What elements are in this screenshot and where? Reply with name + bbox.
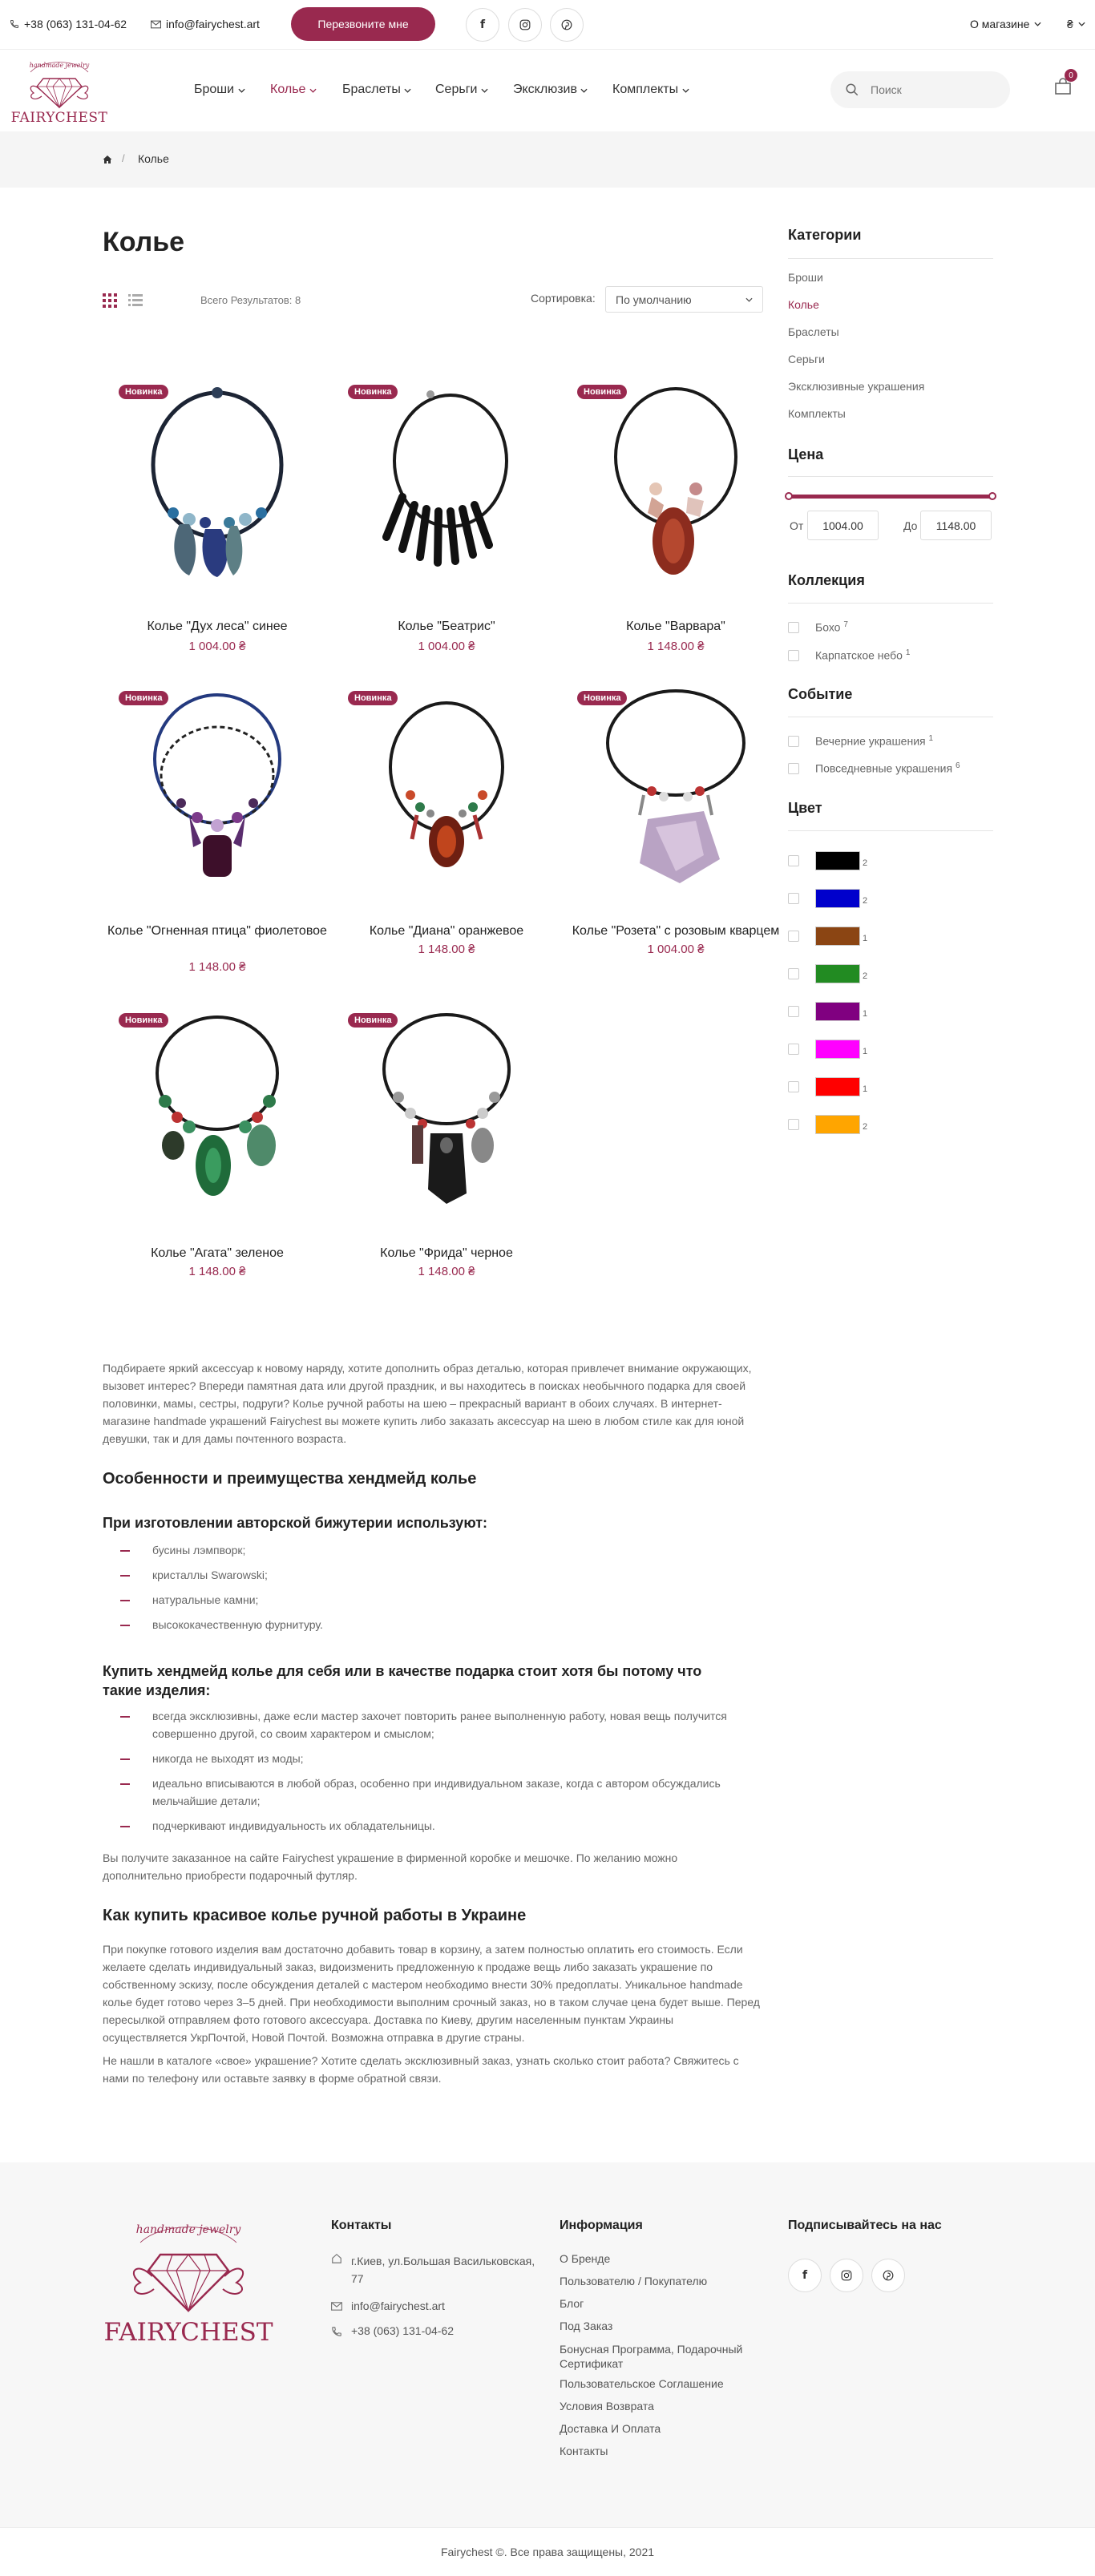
phone-icon (10, 19, 19, 29)
list-item-text: всегда эксклюзивны, даже если мастер захочет повторить ранее выполненную работу, новая вещь получится совершенно другой, со своим характером и смыслом; (152, 1710, 727, 1740)
cart-count-badge: 0 (1065, 69, 1077, 82)
nav-item-komplekty[interactable] (612, 83, 689, 97)
currency-dropdown[interactable] (1067, 18, 1085, 30)
pinterest-icon[interactable] (550, 8, 584, 42)
nav-label: Броши (194, 83, 235, 96)
color-swatch-green[interactable] (815, 964, 860, 983)
color-checkbox[interactable] (788, 1081, 799, 1092)
mail-icon (151, 20, 161, 29)
currency-label: ₴ (1067, 18, 1073, 30)
product-name[interactable]: Колье "Дух леса" синее (147, 620, 288, 633)
nav-label: Эксклюзив (513, 83, 577, 96)
collection-count: 1 (905, 648, 911, 657)
main-header (0, 50, 1095, 131)
social-title: Подписывайтесь на нас (788, 2219, 942, 2232)
list-dash (120, 1783, 130, 1785)
chevron-down-icon (745, 297, 753, 302)
price-to-input[interactable]: 1148.00 (920, 511, 992, 540)
list-dash (120, 1600, 130, 1601)
color-checkbox[interactable] (788, 1119, 799, 1130)
article-heading: Как купить красивое колье ручной работы в Украине (103, 1907, 527, 1924)
product-image[interactable] (125, 1005, 309, 1205)
product-card[interactable] (332, 1005, 561, 1294)
footer-phone[interactable]: +38 (063) 131-04-62 (351, 2324, 455, 2337)
chevron-down-icon (238, 88, 245, 93)
svg-text:handmade jewelry: handmade jewelry (29, 62, 90, 69)
svg-text:handmade jewelry: handmade jewelry (135, 2223, 241, 2236)
category-link[interactable]: Браслеты (788, 325, 839, 338)
divider (788, 258, 993, 259)
event-label[interactable] (815, 761, 960, 775)
product-card[interactable] (561, 377, 790, 657)
product-name[interactable]: Колье "Фрида" черное (380, 1246, 513, 1260)
color-swatch-brown[interactable] (815, 927, 860, 946)
product-card[interactable] (332, 377, 561, 657)
color-checkbox[interactable] (788, 855, 799, 866)
breadcrumb-separator: / (122, 152, 125, 164)
price-slider-handle-min[interactable] (785, 492, 793, 500)
product-name[interactable]: Колье "Огненная птица" фиолетовое (107, 924, 327, 938)
event-label[interactable] (815, 734, 933, 748)
event-name: Вечерние украшения (815, 734, 926, 748)
footer-link[interactable]: О Бренде (560, 2252, 611, 2265)
price-slider-track[interactable] (788, 495, 993, 499)
search-box[interactable] (830, 71, 1010, 108)
footer-link[interactable]: Под Заказ (560, 2320, 613, 2332)
top-phone[interactable] (10, 18, 127, 30)
sort-select[interactable] (605, 286, 763, 313)
category-link-active[interactable]: Колье (788, 298, 819, 311)
breadcrumb (0, 131, 1095, 188)
cart-button[interactable] (1053, 71, 1074, 98)
price-from-input[interactable]: 1004.00 (807, 511, 879, 540)
article-heading: Особенности и преимущества хендмейд колье (103, 1470, 477, 1488)
grid-view-icon[interactable] (103, 293, 117, 312)
product-image[interactable] (125, 377, 309, 577)
new-badge: Новинка (119, 691, 168, 705)
top-phone-text: +38 (063) 131-04-62 (24, 18, 127, 30)
logo-image (11, 55, 107, 128)
list-item-text: подчеркивают индивидуальность их обладательницы. (152, 1819, 435, 1832)
color-checkbox[interactable] (788, 1006, 799, 1017)
article-intro: Подбираете яркий аксессуар к новому наряду, хотите дополнить образ деталью, которая привлечет внимание окружающих, вызовет интерес? Впереди памятная дата или другой праздник, и вы находитесь в поисках необычного подарка для своей половинки, мамы, сестры, подруги? Колье ручной работы на шею – прекрасный вариант в обоих случаях. В интернет-магазине handmade украшений Fairychest вы можете купить либо заказать аксессуар на шею в любом стиле как для юной девушки, так и для дамы почтенного возраста. (103, 1362, 752, 1445)
collection-label[interactable] (815, 620, 848, 634)
new-badge: Новинка (119, 385, 168, 399)
info-title: Информация (560, 2219, 643, 2232)
chevron-down-icon (1034, 22, 1041, 26)
nav-item-kolie[interactable] (270, 83, 317, 97)
color-swatch-blue[interactable] (815, 889, 860, 908)
search-input[interactable] (871, 83, 991, 96)
event-checkbox[interactable] (788, 736, 799, 747)
store-dropdown[interactable] (970, 18, 1041, 30)
event-name: Повседневные украшения (815, 761, 953, 775)
price-from-label: От (790, 519, 804, 532)
new-badge: Новинка (119, 1013, 168, 1028)
price-slider-handle-max[interactable] (988, 492, 996, 500)
top-email[interactable] (151, 18, 260, 30)
category-link[interactable]: Комплекты (788, 407, 846, 420)
footer-link[interactable]: Контакты (560, 2445, 608, 2457)
footer-link[interactable]: Пользователю / Покупателю (560, 2275, 708, 2287)
svg-text:FAIRYCHEST: FAIRYCHEST (11, 110, 107, 126)
home-icon (331, 2253, 342, 2264)
new-badge: Новинка (577, 385, 627, 399)
home-icon[interactable] (103, 154, 112, 168)
nav-item-exclusive[interactable] (513, 83, 588, 97)
collection-name: Бохо (815, 620, 841, 634)
footer-link[interactable]: Бонусная Программа, Подарочный Сертификат (560, 2343, 743, 2370)
list-view-icon[interactable] (128, 293, 143, 312)
color-checkbox[interactable] (788, 1044, 799, 1055)
new-badge: Новинка (348, 385, 398, 399)
product-image[interactable] (354, 683, 539, 883)
footer (0, 2162, 1095, 2527)
list-item-text: никогда не выходят из моды; (152, 1752, 304, 1765)
footer-link[interactable]: Условия Возврата (560, 2400, 654, 2412)
product-card[interactable] (332, 683, 561, 979)
list-dash (120, 1826, 130, 1827)
event-title: Событие (788, 686, 853, 702)
facebook-icon[interactable]: f (466, 8, 499, 42)
collection-checkbox[interactable] (788, 622, 799, 633)
sort-value: По умолчанию (616, 293, 692, 306)
divider (788, 830, 993, 831)
product-price: 1 148.00 ₴ (647, 640, 705, 653)
product-price: 1 004.00 ₴ (418, 640, 475, 653)
chevron-down-icon (1078, 22, 1085, 26)
new-badge: Новинка (348, 691, 398, 705)
footer-email[interactable]: info@fairychest.art (351, 2299, 445, 2312)
footer-link[interactable]: Пользовательское Соглашение (560, 2377, 724, 2390)
product-price: 1 004.00 ₴ (188, 640, 246, 653)
product-name[interactable]: Колье "Варвара" (626, 620, 725, 633)
svg-text:FAIRYCHEST: FAIRYCHEST (103, 2318, 273, 2347)
list-dash (120, 1550, 130, 1552)
article-subheading: При изготовлении авторской бижутерии используют: (103, 1515, 488, 1531)
chevron-down-icon (309, 88, 317, 93)
price-title: Цена (788, 446, 824, 462)
list-dash (120, 1758, 130, 1760)
product-image[interactable] (354, 1005, 539, 1205)
product-price: 1 004.00 ₴ (647, 943, 705, 956)
color-swatch-red[interactable] (815, 1077, 860, 1096)
product-image[interactable] (584, 683, 768, 883)
new-badge: Новинка (577, 691, 627, 705)
search-icon[interactable] (845, 83, 859, 97)
list-item (120, 1750, 729, 1767)
nav-label: Серьги (435, 83, 478, 96)
list-item-text: высококачественную фурнитуру. (152, 1618, 323, 1631)
instagram-icon[interactable] (830, 2259, 863, 2292)
list-item (120, 1775, 729, 1810)
color-count: 2 (863, 896, 868, 906)
chevron-down-icon (481, 88, 488, 93)
product-price: 1 148.00 ₴ (418, 1265, 475, 1278)
nav-label: Колье (270, 83, 306, 96)
new-badge: Новинка (348, 1013, 398, 1028)
color-count: 1 (863, 1009, 868, 1019)
color-count: 2 (863, 858, 868, 868)
category-link[interactable]: Броши (788, 271, 823, 284)
nav-item-braslety[interactable] (342, 83, 411, 97)
color-swatch-purple[interactable] (815, 1002, 860, 1021)
sort-label: Сортировка: (531, 292, 596, 305)
footer-link[interactable]: Доставка И Оплата (560, 2422, 661, 2435)
product-card[interactable] (103, 683, 332, 979)
logo-image (96, 2211, 281, 2355)
color-checkbox[interactable] (788, 931, 799, 942)
category-link[interactable]: Серьги (788, 353, 825, 365)
contacts-title: Контакты (331, 2219, 392, 2232)
color-checkbox[interactable] (788, 968, 799, 979)
categories-title: Категории (788, 227, 862, 243)
list-item (120, 1591, 729, 1609)
color-count: 1 (863, 1084, 868, 1094)
article-paragraph: Вы получите заказанное на сайте Fairychest украшение в фирменной коробке и мешочке. По желанию можно дополнительно приобрести подарочный футляр. (103, 1851, 678, 1882)
facebook-icon[interactable]: f (788, 2259, 822, 2292)
product-price: 1 148.00 ₴ (188, 960, 246, 974)
color-swatch-black[interactable] (815, 851, 860, 870)
instagram-icon[interactable] (508, 8, 542, 42)
product-image[interactable] (125, 683, 309, 883)
pinterest-icon[interactable] (871, 2259, 905, 2292)
product-name[interactable]: Колье "Беатрис" (398, 620, 495, 633)
nav-label: Браслеты (342, 83, 401, 96)
collection-name: Карпатское небо (815, 648, 903, 662)
results-count: Всего Результатов: 8 (200, 294, 301, 306)
event-count: 1 (928, 734, 934, 743)
article-paragraph: При покупке готового изделия вам достаточно добавить товар в корзину, а затем полностью оплатить его стоимость. Если желаете сделать индивидуальный заказ, видоизменить предложенную к продаже вещь либо заказать украшение по собственному эскизу, после обсуждения деталей с мастером необходимо внести 30% предоплаты. Уникальное handmade колье будет готово через 3–5 дней. При необходимости выполним срочный заказ, но в таком случае цена будет выше. Перед пересылкой отправляем фото готового аксессуара. Доставка по Киеву, другим населенным пунктам Украины осуществляется УкрПочтой, Новой Почтой. Возможна отправка в другие страны. (103, 1943, 760, 2044)
list-item (120, 1707, 729, 1742)
footer-address: г.Киев, ул.Большая Васильковская, 77 (351, 2255, 535, 2285)
product-image[interactable] (584, 377, 768, 577)
list-dash (120, 1575, 130, 1577)
list-dash (120, 1625, 130, 1626)
list-item-text: кристаллы Swarowski; (152, 1569, 268, 1581)
color-count: 1 (863, 1047, 868, 1056)
nav-item-sergi[interactable] (435, 83, 488, 97)
callback-button[interactable]: Перезвоните мне (291, 7, 435, 41)
nav-item-broshi[interactable] (194, 83, 245, 97)
product-price: 1 148.00 ₴ (188, 1265, 246, 1278)
phone-icon (331, 2326, 342, 2337)
chevron-down-icon (580, 88, 588, 93)
page-title: Колье (103, 227, 185, 257)
collection-title: Коллекция (788, 572, 865, 588)
divider (788, 476, 993, 477)
list-item (120, 1616, 729, 1633)
top-bar (0, 0, 1095, 50)
list-item (120, 1817, 729, 1835)
color-checkbox[interactable] (788, 893, 799, 904)
copyright: Fairychest ©. Все права защищены, 2021 (0, 2527, 1095, 2576)
product-card[interactable] (103, 377, 332, 657)
list-dash (120, 1716, 130, 1718)
product-name[interactable]: Колье "Розета" с розовым кварцем (572, 924, 780, 938)
breadcrumb-current: Колье (138, 152, 169, 165)
divider (788, 603, 993, 604)
footer-link[interactable]: Блог (560, 2297, 584, 2310)
mail-icon (331, 2302, 342, 2311)
category-link[interactable]: Эксклюзивные украшения (788, 380, 925, 393)
footer-logo[interactable] (96, 2211, 281, 2355)
product-price: 1 148.00 ₴ (418, 943, 475, 956)
color-count: 2 (863, 1122, 868, 1132)
product-name[interactable]: Колье "Диана" оранжевое (369, 924, 524, 938)
color-title: Цвет (788, 800, 822, 816)
store-label: О магазине (970, 18, 1030, 30)
color-swatch-orange[interactable] (815, 1115, 860, 1134)
chevron-down-icon (404, 88, 411, 93)
list-item-text: натуральные камни; (152, 1593, 259, 1606)
nav-label: Комплекты (612, 83, 679, 96)
list-item-text: бусины лэмпворк; (152, 1544, 246, 1557)
price-to-label: До (903, 519, 918, 532)
product-card[interactable] (561, 683, 790, 979)
product-image[interactable] (354, 377, 539, 577)
top-email-text: info@fairychest.art (166, 18, 260, 30)
product-name[interactable]: Колье "Агата" зеленое (151, 1246, 284, 1260)
color-count: 1 (863, 934, 868, 943)
list-item-text: идеально вписываются в любой образ, особенно при индивидуальном заказе, когда с автором обсуждались мельчайшие детали; (152, 1777, 721, 1807)
product-card[interactable] (103, 1005, 332, 1294)
collection-checkbox[interactable] (788, 650, 799, 661)
event-count: 6 (955, 761, 960, 770)
list-item (120, 1541, 729, 1559)
list-item (120, 1566, 729, 1584)
collection-count: 7 (843, 620, 848, 629)
color-swatch-magenta[interactable] (815, 1040, 860, 1059)
site-logo[interactable] (11, 55, 107, 128)
chevron-down-icon (682, 88, 689, 93)
event-checkbox[interactable] (788, 763, 799, 774)
color-count: 2 (863, 971, 868, 981)
article-paragraph: Не нашли в каталоге «свое» украшение? Хотите сделать эксклюзивный заказ, узнать сколько стоит работа? Свяжитесь с нами по телефону или оставьте заявку в форме обратной связи. (103, 2054, 739, 2085)
article-subheading: Купить хендмейд колье для себя или в качестве подарка стоит хотя бы потому что такие изделия: (103, 1663, 702, 1698)
collection-label[interactable] (815, 648, 910, 662)
